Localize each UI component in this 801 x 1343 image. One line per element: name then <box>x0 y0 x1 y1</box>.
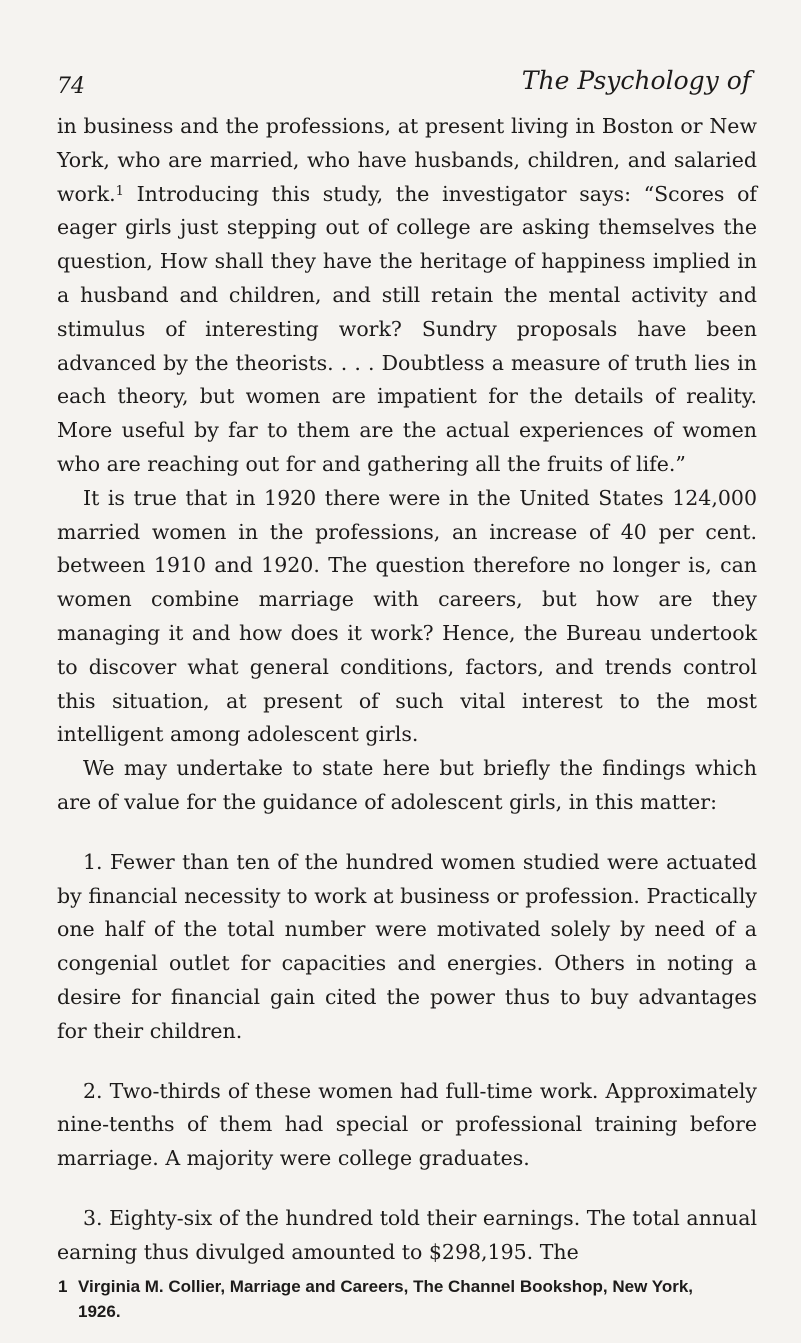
paragraph: It is true that in 1920 there were in the United States 124,000 married women in the professions, an increase of 40 per cent. between 1910 and 1920. The question therefore no longer is, can women combine marriage with careers, but how are they managing it and how does it work? Hence, the Bureau undertook to discover what general conditions, factors, and trends control this situation, at present of such vital interest to the most intelligent among adolescent girls. <box>57 485 757 747</box>
finding-item: 2. Two-thirds of these women had full-time work. Approximately nine-tenths of them had special or professional training before marriage. A majority were college graduates. <box>57 1078 757 1171</box>
paragraph-text: in business and the professions, at present living in Boston or New York, who are married, who have husbands, children, and salaried work. <box>57 114 757 206</box>
body-text <box>57 110 757 1270</box>
finding-item: 3. Eighty-six of the hundred told their earnings. The total annual earning thus divulged amounted to $298,195. The <box>57 1205 757 1264</box>
page-header <box>57 66 751 102</box>
footnote-text: Virginia M. Collier, Marriage and Careers, The Channel Bookshop, New York, 1926. <box>78 1277 693 1321</box>
running-title: The Psychology of <box>521 66 751 95</box>
footnote-marker: 1 <box>58 1277 68 1296</box>
paragraph-text: Introducing this study, the investigator says: “Scores of eager girls just stepping out of college are asking themselves the question, How shall they have the heritage of happiness implied in a husband and children, and still retain the mental activity and stimulus of interesting work? Sundry proposals have been advanced by the theorists. . . . Doubtless a measure of truth lies in each theory, but women are impatient for the details of reality. More useful by far to them are the actual experiences of women who are reaching out for and gathering all the fruits of life.” <box>57 181 757 476</box>
page-number: 74 <box>57 74 85 99</box>
footnote <box>58 1274 718 1324</box>
finding-item: 1. Fewer than ten of the hundred women studied were actuated by financial necessity to work at business or profession. Practically one half of the total number were motivated solely by need of a congenial outlet for capacities and energies. Others in noting a desire for financial gain cited the power thus to buy advantages for their children. <box>57 849 757 1043</box>
footnote-reference: 1 <box>115 183 124 199</box>
paragraph: We may undertake to state here but briefly the findings which are of value for the guidance of adolescent girls, in this matter: <box>57 756 757 814</box>
paragraph-continuation <box>57 110 757 482</box>
